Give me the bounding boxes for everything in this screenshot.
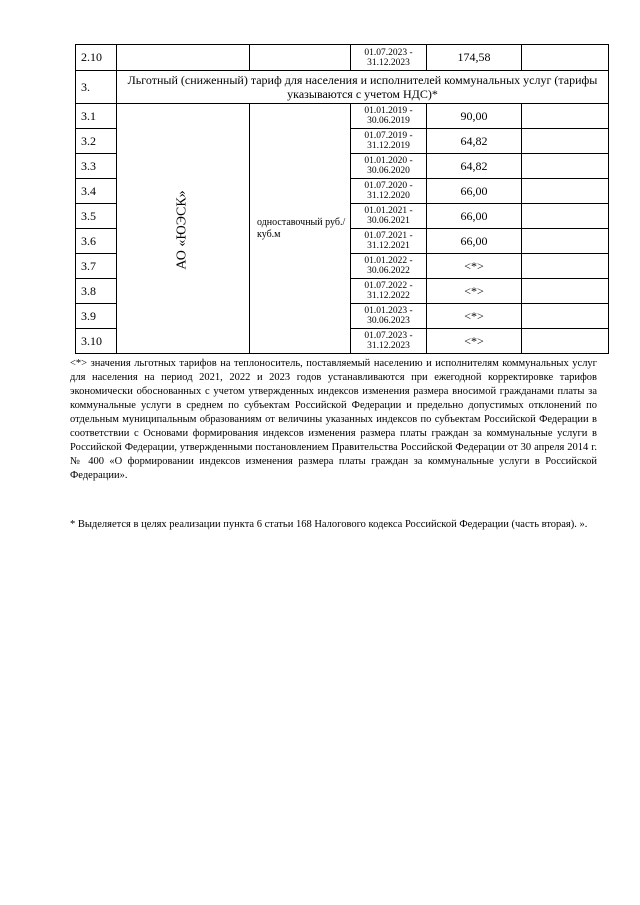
row-number: 3.4 [76, 179, 117, 204]
empty-cell [522, 104, 609, 129]
row-number: 3.3 [76, 154, 117, 179]
organization-cell [117, 104, 250, 354]
empty-cell [522, 179, 609, 204]
footnote-vat: * Выделяется в целях реализации пункта 6 статьи 168 Налогового кодекса Российской Федерации (часть вторая). ». [70, 519, 588, 530]
section-number: 3. [76, 71, 117, 104]
section-title: Льготный (сниженный) тариф для населения и исполнителей коммунальных услуг (тарифы указываются с учетом НДС)* [117, 71, 609, 104]
tariff-value: 64,82 [427, 129, 522, 154]
row-number: 2.10 [76, 45, 117, 71]
row-number: 3.6 [76, 229, 117, 254]
period-cell: 01.07.2020 - 31.12.2020 [351, 179, 427, 204]
unit-cell: одноставочный руб./куб.м [250, 104, 351, 354]
table-row [76, 45, 609, 71]
tariff-value: 174,58 [427, 45, 522, 71]
empty-cell [522, 254, 609, 279]
tariff-value: 66,00 [427, 179, 522, 204]
period-cell: 01.01.2020 - 30.06.2020 [351, 154, 427, 179]
empty-cell [522, 229, 609, 254]
row-number: 3.10 [76, 329, 117, 354]
period-cell: 01.01.2019 - 30.06.2019 [351, 104, 427, 129]
period-cell: 01.07.2022 - 31.12.2022 [351, 279, 427, 304]
row-number: 3.9 [76, 304, 117, 329]
row-number: 3.2 [76, 129, 117, 154]
period-cell: 01.07.2023 - 31.12.2023 [351, 329, 427, 354]
period-cell: 01.07.2023 - 31.12.2023 [351, 45, 427, 71]
empty-cell [522, 279, 609, 304]
tariff-value: <*> [427, 279, 522, 304]
empty-cell [522, 204, 609, 229]
period-cell: 01.01.2021 - 30.06.2021 [351, 204, 427, 229]
period-cell: 01.01.2022 - 30.06.2022 [351, 254, 427, 279]
empty-cell [522, 154, 609, 179]
tariff-value: 66,00 [427, 204, 522, 229]
tariff-table [75, 44, 609, 354]
period-cell: 01.07.2021 - 31.12.2021 [351, 229, 427, 254]
period-cell: 01.07.2019 - 31.12.2019 [351, 129, 427, 154]
row-number: 3.1 [76, 104, 117, 129]
tariff-value: 90,00 [427, 104, 522, 129]
empty-cell [117, 45, 250, 71]
tariff-value: <*> [427, 329, 522, 354]
tariff-value: <*> [427, 254, 522, 279]
tariff-value: 64,82 [427, 154, 522, 179]
tariff-value: 66,00 [427, 229, 522, 254]
table-row [76, 104, 609, 129]
period-cell: 01.01.2023 - 30.06.2023 [351, 304, 427, 329]
row-number: 3.8 [76, 279, 117, 304]
empty-cell [522, 304, 609, 329]
tariff-value: <*> [427, 304, 522, 329]
empty-cell [522, 45, 609, 71]
row-number: 3.5 [76, 204, 117, 229]
empty-cell [522, 329, 609, 354]
section-header-row [76, 71, 609, 104]
empty-cell [522, 129, 609, 154]
footnote-preferential-tariffs: <*> значения льготных тарифов на теплоноситель, поставляемый населению и исполнителям коммунальных услуг для населения на период 2021, 2022 и 2023 годов устанавливаются при ежегодной корректировке тарифов экономически обоснованных с учетом утвержденных индексов изменения размера вносимой гражданами платы за коммунальные услуги в среднем по субъектам Российской Федерации и предельно допустимых отклонений по отдельным муниципальным образованиям от величины указанных индексов по субъектам Российской Федерации в соответствии с Основами формирования индексов изменения размера платы граждан за коммунальные услуги в Российской Федерации, утвержденными постановлением Правительства Российской Федерации от 30 апреля 2014 г. № 400 «О формировании индексов изменения размера платы граждан за коммунальные услуги в Российской Федерации». [70, 358, 597, 481]
row-number: 3.7 [76, 254, 117, 279]
organization-name: АО «ЮЭСК» [175, 189, 190, 270]
empty-cell [250, 45, 351, 71]
